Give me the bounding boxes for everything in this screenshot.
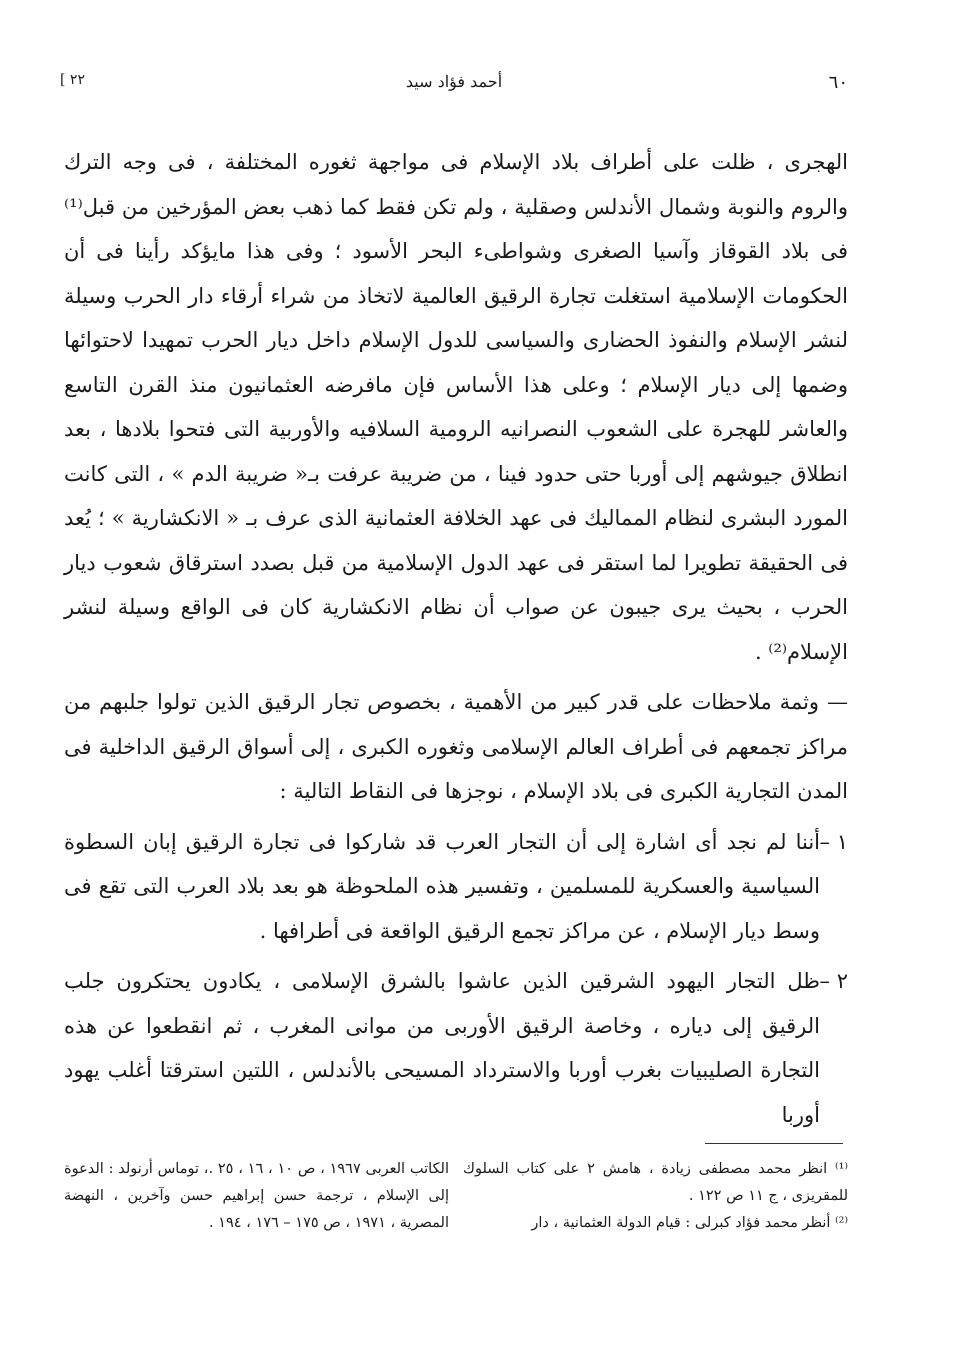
running-head-author: أحمد فؤاد سيد xyxy=(405,72,503,91)
list-item-2 xyxy=(64,959,848,1137)
footnotes-right xyxy=(463,1156,848,1237)
footnote-divider xyxy=(705,1143,843,1144)
page-number: ٦٠ xyxy=(828,72,848,93)
running-head-ref: [ ٢٢ xyxy=(60,72,85,88)
list-item-text: ظل التجار اليهود الشرقين الذين عاشوا بالشرق الإسلامى ، يكادون يحتكرون جلب الرقيق إلى دياره ، وخاصة الرقيق الأوربى من موانى المغرب ، ثم انقطعوا عن هذه التجارة الصليبيات بغرب أوربا والاسترداد المسيحى بالأندلس ، اللتين استرقتا أغلب يهود أوربا xyxy=(64,969,820,1127)
main-text xyxy=(64,140,848,1137)
page-header xyxy=(60,72,848,102)
paragraph-1: الهجرى ، ظلت على أطراف بلاد الإسلام فى مواجهة ثغوره المختلفة ، فى وجه الترك والروم والنوبة وشمال الأندلس وصقلية ، ولم تكن فقط كما ذهب بعض المؤرخين من قبل⁽¹⁾ فى بلاد القوقاز وآسيا الصغرى وشواطىء البحر الأسود ؛ وفى هذا مايؤكد رأينا فى أن الحكومات الإسلامية استغلت تجارة الرقيق العالمية لاتخاذ من شراء أرقاء دار الحرب وسيلة لنشر الإسلام والنفوذ الحضارى والسياسى للدول الإسلام داخل ديار الحرب تمهيدا لاحتوائها وضمها إلى ديار الإسلام ؛ وعلى هذا الأساس فإن مافرضه العثمانيون منذ القرن التاسع والعاشر للهجرة على الشعوب النصرانيه الرومية السلافيه والأوربية التى فتحوا بلادها ، بعد انطلاق جيوشهم إلى أوربا حتى حدود فينا ، من ضريبة عرفت بـ« ضريبة الدم » ، التى كانت المورد البشرى لنظام المماليك فى عهد الخلافة العثمانية الذى عرف بـ « الانكشارية » ؛ يُعد فى الحقيقة تطويرا لما استقر فى عهد الدول الإسلامية من قبل بصدد استرقاق شعوب ديار الحرب ، بحيث يرى جيبون عن صواب أن نظام الانكشارية كان فى الواقع وسيلة لنشر الإسلام⁽²⁾ . xyxy=(64,150,848,664)
list-item-text: أننا لم نجد أى اشارة إلى أن التجار العرب قد شاركوا فى تجارة الرقيق إبان السطوة السياسية والعسكرية للمسلمين ، وتفسير هذه الملحوظة هو بعد بلاد العرب التى تقع فى وسط ديار الإسلام ، عن مراكز تجمع الرقيق الواقعة فى أطرافها . xyxy=(64,829,820,943)
footnote-1: ⁽¹⁾ انظر محمد مصطفى زيادة ، هامش ٢ على كتاب السلوك للمقريزى ، ج ١١ ص ١٢٢ . xyxy=(463,1161,848,1204)
footnote-2: ⁽²⁾ أنظر محمد فؤاد كبرلى : قيام الدولة العثمانية ، دار xyxy=(531,1215,848,1231)
list-item-number: ٢ – xyxy=(819,969,848,993)
footnote-2-continued: الكاتب العربى ١٩٦٧ ، ص ١٠ ، ١٦ ، ٢٥ .، توماس أرنولد : الدعوة إلى الإسلام ، ترجمة حسن إبراهيم حسن وآخرين ، النهضة المصرية ، ١٩٧١ ، ص ١٧٥ – ١٧٦ ، ١٩٤ . xyxy=(64,1161,449,1231)
paragraph-2: — وثمة ملاحظات على قدر كبير من الأهمية ، بخصوص تجار الرقيق الذين تولوا جلبهم من مراكز تجمعهم فى أطراف العالم الإسلامى وثغوره الكبرى ، إلى أسواق الرقيق الداخلية فى المدن التجارية الكبرى فى بلاد الإسلام ، نوجزها فى النقاط التالية : xyxy=(64,690,848,803)
list-item-1 xyxy=(64,820,848,954)
list-item-number: ١ – xyxy=(819,829,848,854)
footnotes-left xyxy=(64,1156,449,1237)
